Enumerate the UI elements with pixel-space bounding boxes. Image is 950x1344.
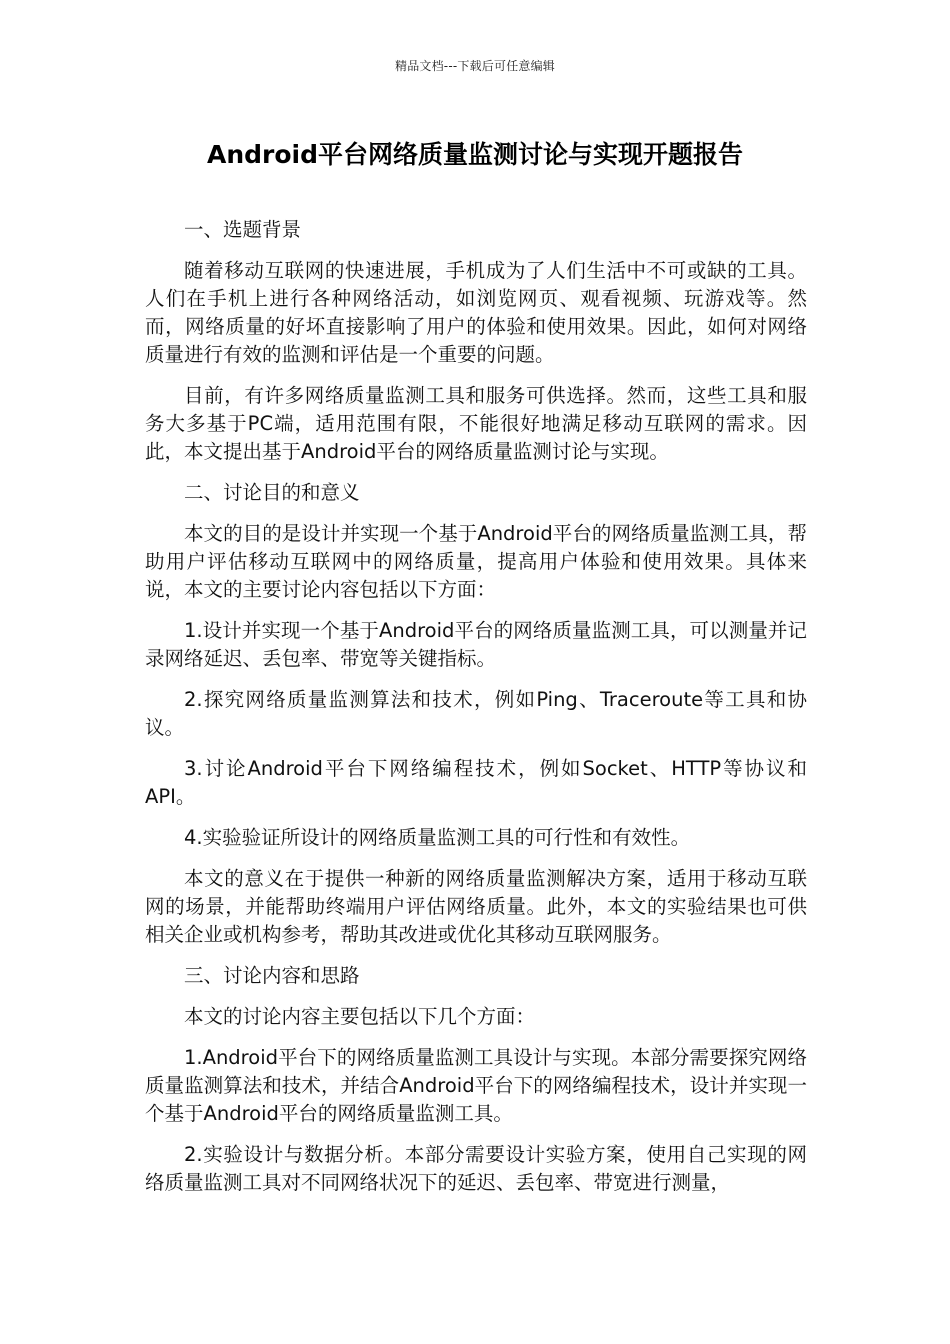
list-item: 4.实验验证所设计的网络质量监测工具的可行性和有效性。 xyxy=(184,826,691,849)
paragraph: 本文的意义在于提供一种新的网络质量监测解决方案，适用于移动互联网的场景，并能帮助终端用户评估网络质量。此外，本文的实验结果也可供相关企业或机构参考，帮助其改进或优化其移动互联网服务。 xyxy=(145,867,807,946)
paragraph: 随着移动互联网的快速进展，手机成为了人们生活中不可或缺的工具。人们在手机上进行各种网络活动，如浏览网页、观看视频、玩游戏等。然而，网络质量的好坏直接影响了用户的体验和使用效果。因此，如何对网络质量进行有效的监测和评估是一个重要的问题。 xyxy=(145,259,807,366)
paragraph: 本文的讨论内容主要包括以下几个方面： xyxy=(184,1005,536,1028)
paragraph: 目前，有许多网络质量监测工具和服务可供选择。然而，这些工具和服务大多基于PC端，适用范围有限，不能很好地满足移动互联网的需求。因此，本文提出基于Android平台的网络质量监测讨论与实现。 xyxy=(145,384,807,463)
list-item: 1.设计并实现一个基于Android平台的网络质量监测工具，可以测量并记录网络延迟、丢包率、带宽等关键指标。 xyxy=(145,619,807,670)
list-item: 3.讨论Android平台下网络编程技术，例如Socket、HTTP等协议和API。 xyxy=(145,757,807,808)
section-heading-background: 一、选题背景 xyxy=(184,218,302,241)
header-note: 精品文档---下载后可任意编辑 xyxy=(395,59,555,73)
paragraph: 本文的目的是设计并实现一个基于Android平台的网络质量监测工具，帮助用户评估移动互联网中的网络质量，提高用户体验和使用效果。具体来说，本文的主要讨论内容包括以下方面： xyxy=(145,522,807,601)
document-body xyxy=(145,216,807,1210)
list-item: 2.探究网络质量监测算法和技术，例如Ping、Traceroute等工具和协议。 xyxy=(145,688,807,739)
section-heading-purpose: 二、讨论目的和意义 xyxy=(184,481,360,504)
list-item: 1.Android平台下的网络质量监测工具设计与实现。本部分需要探究网络质量监测算法和技术，并结合Android平台下的网络编程技术，设计并实现一个基于Android平台的网络质量监测工具。 xyxy=(145,1046,807,1125)
list-item: 2.实验设计与数据分析。本部分需要设计实验方案，使用自己实现的网络质量监测工具对不同网络状况下的延迟、丢包率、带宽进行测量， xyxy=(145,1143,807,1194)
document-title: Android平台网络质量监测讨论与实现开题报告 xyxy=(206,140,743,169)
section-heading-content: 三、讨论内容和思路 xyxy=(184,964,360,987)
